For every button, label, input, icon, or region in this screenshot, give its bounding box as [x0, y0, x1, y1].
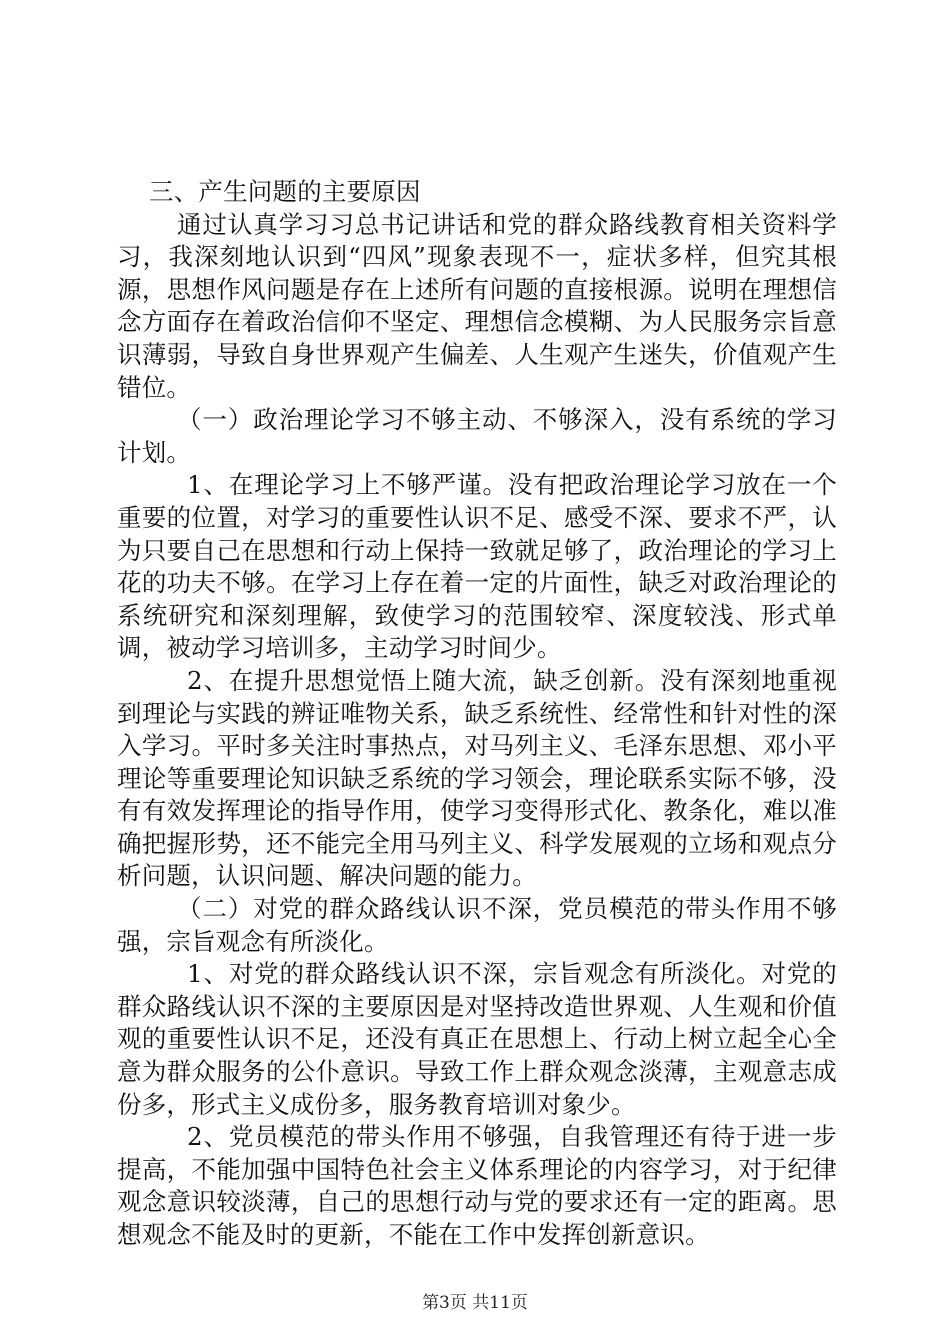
item-paragraph-2-2: 2、党员模范的带头作用不够强，自我管理还有待于进一步提高，不能加强中国特色社会主义体系理论的内容学习，对于纪律观念意识较淡薄，自己的思想行动与党的要求还有一定的距离。思想观念不能及时的更新，不能在工作中发挥创新意识。	[117, 1122, 837, 1249]
subsection-heading-1: （一）政治理论学习不够主动、不够深入，没有系统的学习计划。	[117, 405, 837, 467]
page-footer	[0, 1293, 950, 1313]
subsection-heading-2: （二）对党的群众路线认识不深，党员模范的带头作用不够强，宗旨观念有所淡化。	[117, 894, 837, 956]
item-paragraph-1-1: 1、在理论学习上不够严谨。没有把政治理论学习放在一个重要的位置，对学习的重要性认识不足、感受不深、要求不严，认为只要自己在思想和行动上保持一致就足够了，政治理论的学习上花的功夫不够。在学习上存在着一定的片面性，缺乏对政治理论的系统研究和深刻理解，致使学习的范围较窄、深度较浅、形式单调，被动学习培训多，主动学习时间少。	[117, 470, 837, 663]
intro-paragraph: 通过认真学习习总书记讲话和党的群众路线教育相关资料学习，我深刻地认识到“四风”现象表现不一，症状多样，但究其根源，思想作风问题是存在上述所有问题的直接根源。说明在理想信念方面存在着政治信仰不坚定、理想信念模糊、为人民服务宗旨意识薄弱，导致自身世界观产生偏差、人生观产生迷失，价值观产生错位。	[117, 209, 837, 402]
item-paragraph-2-1: 1、对党的群众路线认识不深，宗旨观念有所淡化。对党的群众路线认识不深的主要原因是对坚持改造世界观、人生观和价值观的重要性认识不足，还没有真正在思想上、行动上树立起全心全意为群众服务的公仆意识。导致工作上群众观念淡薄，主观意志成份多，形式主义成份多，服务教育培训对象少。	[117, 959, 837, 1119]
section-heading: 三、产生问题的主要原因	[149, 177, 421, 206]
page-number: 第3页 共11页	[422, 1293, 528, 1313]
item-paragraph-1-2: 2、在提升思想觉悟上随大流，缺乏创新。没有深刻地重视到理论与实践的辨证唯物关系，缺乏系统性、经常性和针对性的深入学习。平时多关注时事热点，对马列主义、毛泽东思想、邓小平理论等重要理论知识缺乏系统的学习领会，理论联系实际不够，没有有效发挥理论的指导作用，使学习变得形式化、教条化，难以准确把握形势，还不能完全用马列主义、科学发展观的立场和观点分析问题，认识问题、解决问题的能力。	[117, 665, 837, 891]
document-body	[117, 176, 837, 1252]
